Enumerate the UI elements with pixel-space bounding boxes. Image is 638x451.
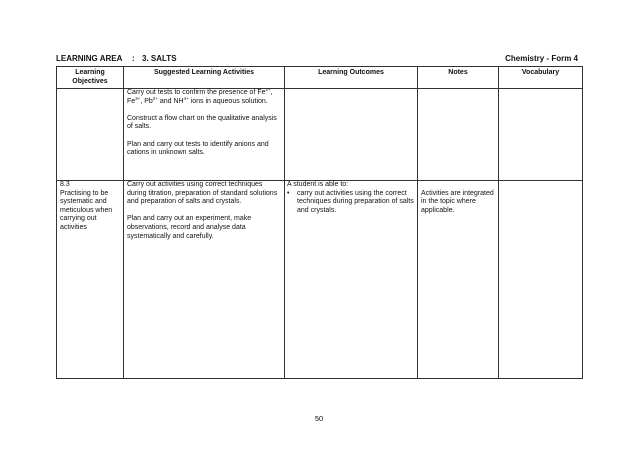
table-row-8-3 — [57, 181, 583, 379]
notes-cell-empty — [418, 89, 499, 181]
document-header — [56, 54, 581, 66]
outcomes-cell-empty — [285, 89, 418, 181]
activity-identify-ions: Plan and carry out tests to identify anions and cations in unknown salts. — [127, 140, 269, 157]
learning-area-topic: 3. SALTS — [142, 54, 177, 63]
notes-text: Activities are integrated in the topic where applicable. — [421, 189, 494, 214]
activities-cell — [124, 181, 285, 379]
objective-cell-empty — [57, 89, 124, 181]
column-header-vocabulary: Vocabulary — [499, 67, 583, 89]
outcome-list-item — [287, 190, 414, 216]
syllabus-table — [56, 66, 583, 379]
column-header-learning-outcomes: Learning Outcomes — [285, 67, 418, 89]
activity-confirm-ions: Carry out tests to confirm the presence of $Fe^{2+}$, $Fe^{3+}$, $Pb^{2+}$ and $NH^{4+}$ ions in aqueous solution. — [127, 87, 273, 105]
activities-cell — [124, 89, 285, 181]
table-header-row — [57, 67, 583, 89]
fe3-charge: 3+ — [135, 95, 141, 101]
vocabulary-cell-empty — [499, 181, 583, 379]
column-header-suggested-learning-activities: Suggested Learning Activities — [124, 67, 285, 89]
activity-plan-experiment: Plan and carry out an experiment, make observations, record and analyse data systematically and carefully. — [127, 215, 252, 240]
fe2-charge: 2+ — [265, 87, 271, 92]
objective-number: 8.3 — [60, 181, 70, 188]
column-header-notes: Notes — [418, 67, 499, 89]
outcome-intro: A student is able to: — [287, 181, 349, 188]
outcomes-cell — [285, 181, 418, 379]
nh4-charge: 4+ — [183, 95, 189, 101]
activity-flow-chart: Construct a flow chart on the qualitative analysis of salts. — [127, 114, 277, 131]
objective-text: Practising to be systematic and meticulous when carrying out activities — [60, 189, 113, 231]
vocabulary-cell-empty — [499, 89, 583, 181]
page-number: 50 — [314, 414, 324, 423]
objective-cell — [57, 181, 124, 379]
notes-cell — [418, 181, 499, 379]
learning-area-separator: : — [132, 54, 135, 63]
pb2-charge: 2+ — [152, 95, 158, 101]
activity-correct-techniques: Carry out activities using correct techniques during titration, preparation of standard solutions and preparation of salts and crystals. — [127, 181, 278, 206]
outcome-text: carry out activities using the correct techniques during preparation of salts and crystals. — [297, 189, 414, 214]
column-header-learning-objectives: Learning Objectives — [57, 67, 124, 89]
table-row-continuation — [57, 89, 583, 181]
subject-form-title: Chemistry - Form 4 — [505, 54, 578, 63]
bullet-icon: • — [287, 189, 290, 197]
learning-area-label: LEARNING AREA — [56, 54, 123, 63]
